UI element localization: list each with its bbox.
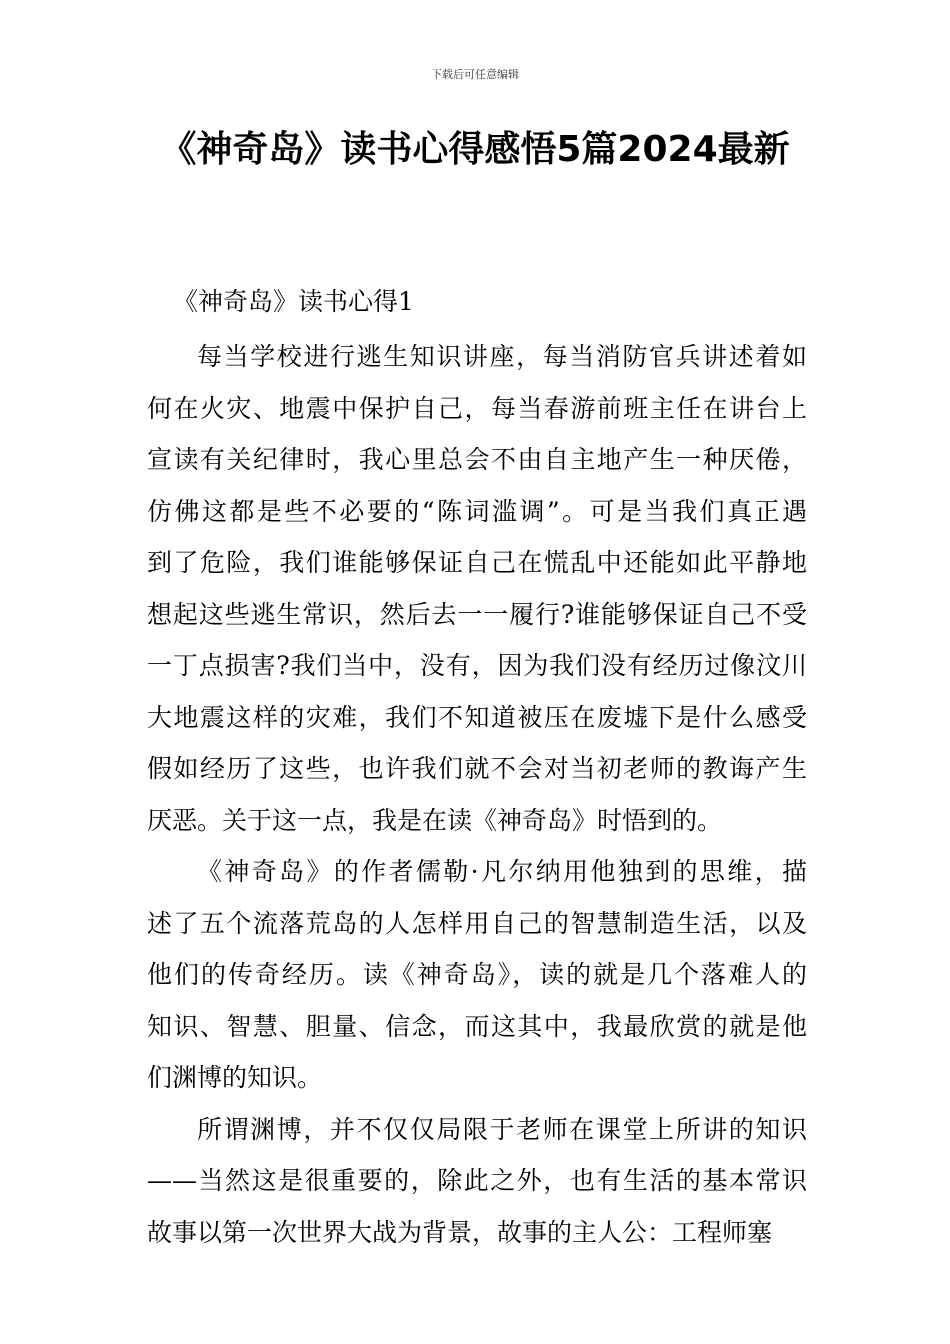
paragraph-line: 大地震这样的灾难，我们不知道被压在废墟下是什么感受	[147, 702, 807, 732]
paragraph-line: 他们的传奇经历。读《神奇岛》，读的就是几个落难人的	[147, 960, 807, 989]
paragraph-line: 故事以第一次世界大战为背景，故事的主人公：工程师塞	[147, 1217, 773, 1247]
paragraph-line: 厌恶。关于这一点，我是在读《神奇岛》时悟到的。	[147, 805, 723, 835]
paragraph-line: 假如经历了这些，也许我们就不会对当初老师的教诲产生	[147, 754, 807, 783]
paragraph-line: 一丁点损害?我们当中，没有，因为我们没有经历过像汶川	[147, 651, 807, 680]
paragraph-line: 所谓渊博，并不仅仅局限于老师在课堂上所讲的知识	[197, 1114, 807, 1144]
paragraph-line: 《神奇岛》的作者儒勒·凡尔纳用他独到的思维，描	[197, 857, 807, 886]
document-title: 《神奇岛》读书心得感悟5篇2024最新	[160, 129, 790, 170]
document-body	[147, 280, 807, 1258]
paragraph-line: 知识、智慧、胆量、信念，而这其中，我最欣赏的就是他	[147, 1011, 807, 1041]
paragraph-line: 们渊博的知识。	[147, 1063, 323, 1092]
paragraph-line: 仿佛这都是些不必要的“陈词滥调”。可是当我们真正遇	[147, 496, 807, 526]
paragraph	[147, 1104, 807, 1259]
paragraph-line: 每当学校进行逃生知识讲座，每当消防官兵讲述着如	[197, 342, 807, 371]
paragraph-line: 述了五个流落荒岛的人怎样用自己的智慧制造生活，以及	[147, 908, 807, 938]
paragraph-line: 到了危险，我们谁能够保证自己在慌乱中还能如此平静地	[147, 548, 807, 577]
paragraph-line: 宣读有关纪律时，我心里总会不由自主地产生一种厌倦，	[147, 445, 807, 474]
paragraph-line: ——当然这是很重要的，除此之外，也有生活的基本常识	[147, 1166, 807, 1195]
header-note: 下载后可任意编辑	[431, 68, 519, 81]
paragraph-list	[147, 331, 807, 1258]
paragraph-line: 想起这些逃生常识，然后去一一履行?谁能够保证自己不受	[147, 599, 807, 629]
paragraph	[147, 846, 807, 1104]
paragraph	[147, 331, 807, 846]
paragraph-line: 何在火灾、地震中保护自己，每当春游前班主任在讲台上	[147, 393, 807, 423]
section-heading: 《神奇岛》读书心得1	[173, 287, 414, 316]
